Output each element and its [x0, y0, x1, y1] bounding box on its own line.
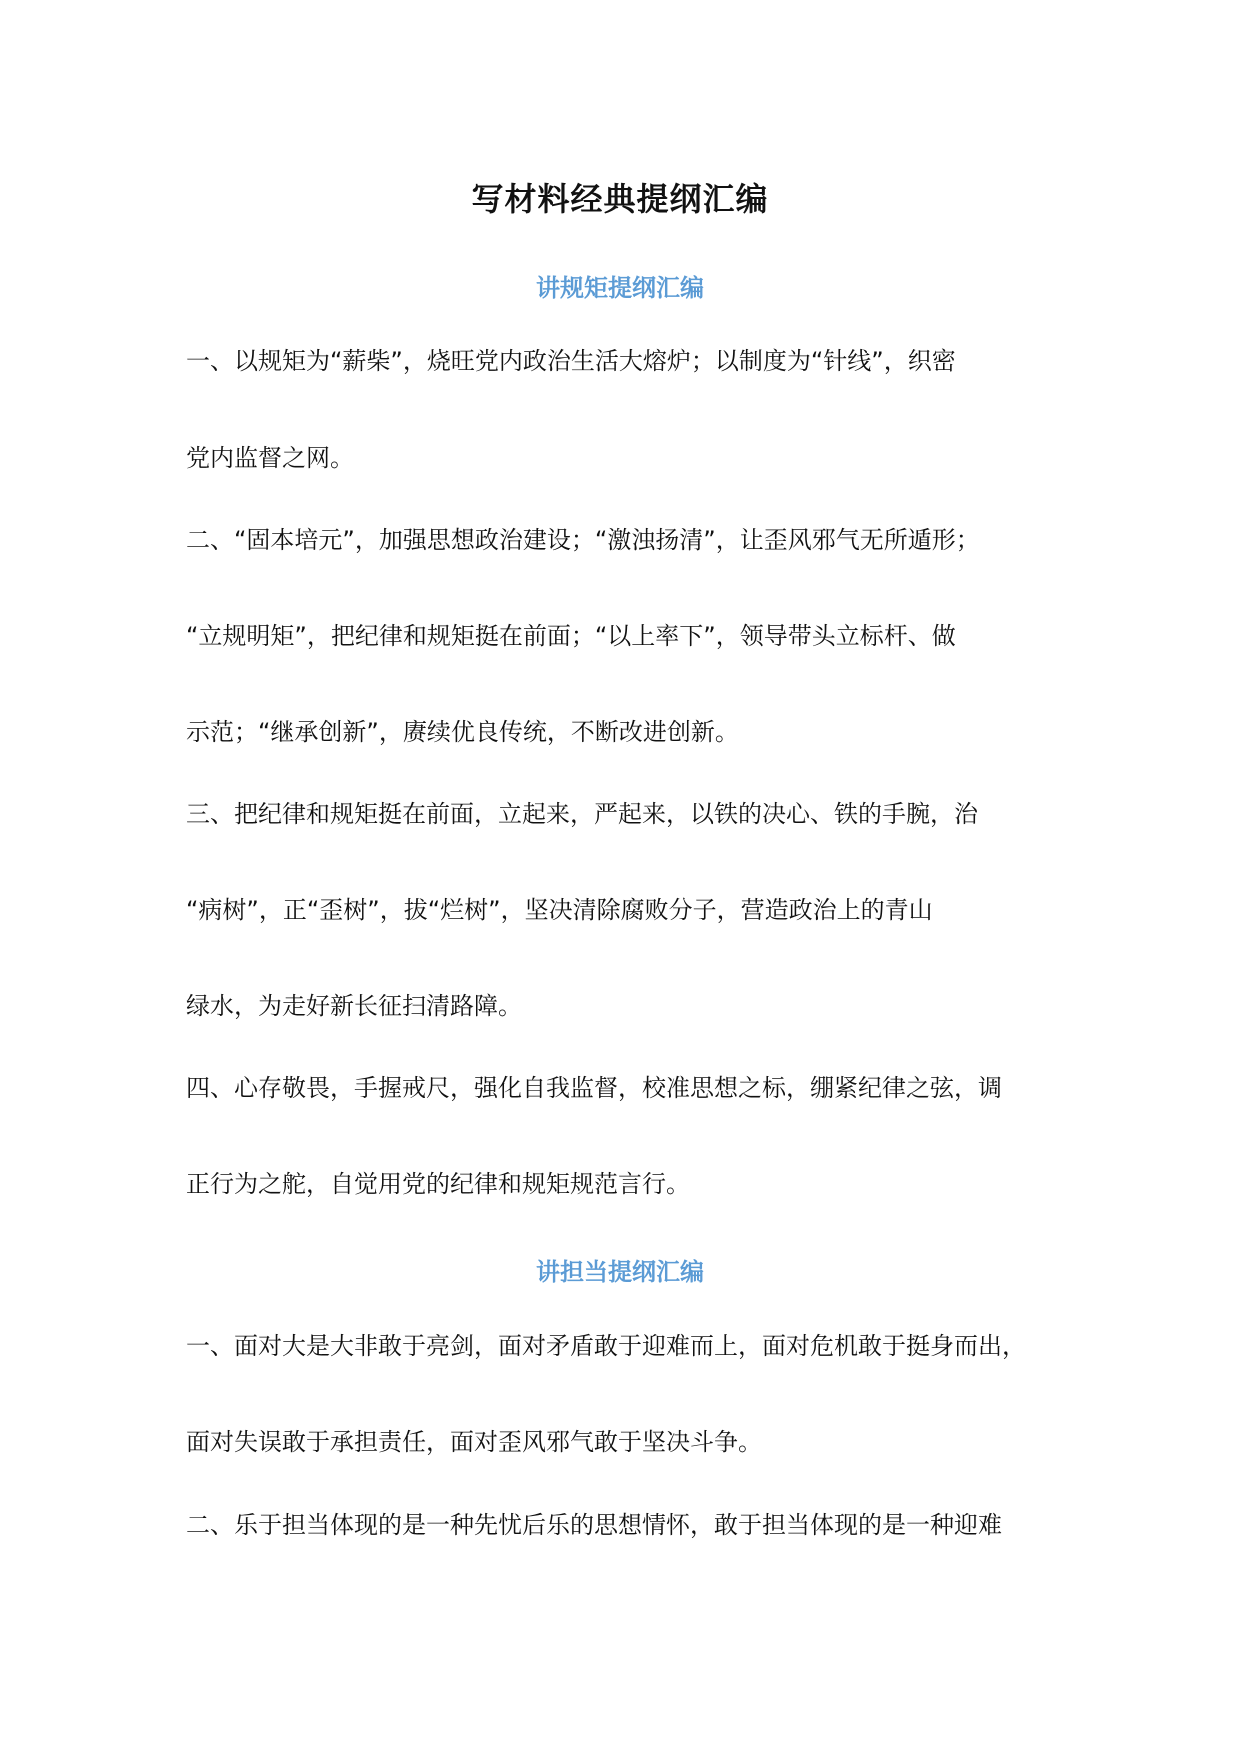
paragraph-line: 二、“固本培元”，加强思想政治建设；“激浊扬清”，让歪风邪气无所遁形； — [186, 526, 980, 554]
paragraph-line: 面对失误敢于承担责任，面对歪风邪气敢于坚决斗争。 — [186, 1428, 762, 1456]
section-heading-rules: 讲规矩提纲汇编 — [536, 274, 704, 302]
paragraph-line: 一、以规矩为“薪柴”，烧旺党内政治生活大熔炉；以制度为“针线”，织密 — [186, 347, 956, 375]
document-title: 写材料经典提纲汇编 — [471, 180, 769, 218]
paragraph-line: 二、乐于担当体现的是一种先忧后乐的思想情怀，敢于担当体现的是一种迎难 — [186, 1511, 1002, 1539]
paragraph-line: 一、面对大是大非敢于亮剑，面对矛盾敢于迎难而上，面对危机敢于挺身而出， — [186, 1332, 1026, 1360]
section-heading-responsibility: 讲担当提纲汇编 — [536, 1258, 704, 1286]
paragraph-line: 示范；“继承创新”，赓续优良传统，不断改进创新。 — [186, 718, 739, 746]
paragraph-line: 党内监督之网。 — [186, 444, 354, 472]
paragraph-line: 三、把纪律和规矩挺在前面，立起来，严起来，以铁的决心、铁的手腕，治 — [186, 800, 978, 828]
paragraph-line: “病树”，正“歪树”，拔“烂树”，坚决清除腐败分子，营造政治上的青山 — [186, 896, 933, 924]
paragraph-line: 绿水，为走好新长征扫清路障。 — [186, 992, 522, 1020]
paragraph-line: 正行为之舵，自觉用党的纪律和规矩规范言行。 — [186, 1170, 690, 1198]
paragraph-line: “立规明矩”，把纪律和规矩挺在前面；“以上率下”，领导带头立标杆、做 — [186, 622, 956, 650]
paragraph-line: 四、心存敬畏，手握戒尺，强化自我监督，校准思想之标，绷紧纪律之弦，调 — [186, 1074, 1002, 1102]
